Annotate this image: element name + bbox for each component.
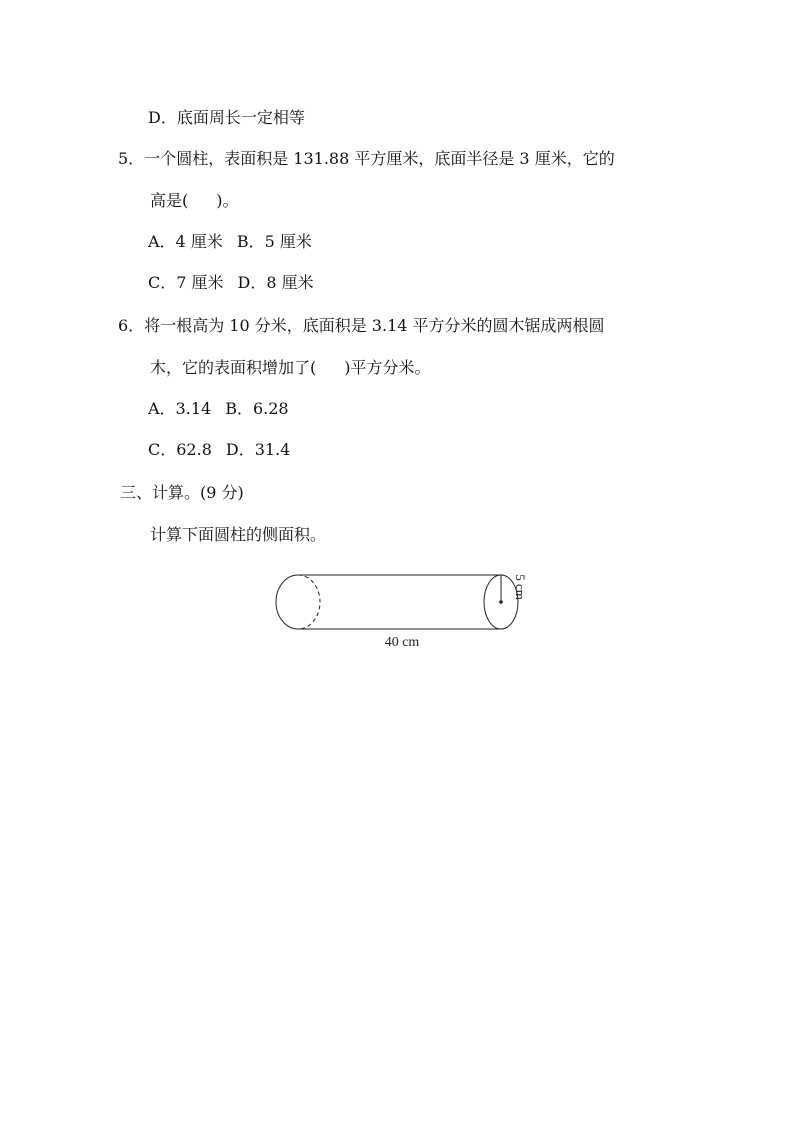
- q5-option-d[interactable]: D．8 厘米: [237, 273, 314, 292]
- q6-stem-text: 将一根高为 10 分米，底面积是 3.14 平方分米的圆木锯成两根圆: [144, 316, 605, 335]
- q5-options-row1: [148, 231, 312, 253]
- q5-option-c[interactable]: C．7 厘米: [148, 273, 224, 292]
- q6-stem-line2: [150, 357, 431, 379]
- q6-options-row2: [148, 439, 290, 461]
- q5-option-b[interactable]: B．5 厘米: [236, 232, 312, 251]
- cylinder-left-end-front: [276, 575, 298, 629]
- q5-options-row2: [148, 272, 314, 294]
- q5-stem-post: )。: [216, 191, 239, 210]
- radius-label: 5 cm: [513, 574, 528, 600]
- q6-options-row1: [148, 398, 289, 420]
- section3-instruction: 计算下面圆柱的侧面积。: [150, 525, 327, 544]
- q5-stem-line1: [118, 148, 615, 170]
- length-label: 40 cm: [384, 635, 420, 650]
- cylinder-left-end-hidden: [298, 575, 320, 629]
- q6-stem-line1: [118, 315, 605, 337]
- cylinder-figure: [268, 563, 530, 655]
- q6-stem-post: )平方分米。: [344, 358, 431, 377]
- q4-option-d: D．底面周长一定相等: [148, 108, 305, 127]
- q5-option-a[interactable]: A．4 厘米: [148, 232, 223, 251]
- section3-heading: 三、计算。(9 分): [120, 483, 244, 502]
- q6-number: 6．: [118, 316, 145, 335]
- q5-number: 5．: [118, 149, 145, 168]
- q5-stem-pre: 高是(: [150, 191, 189, 210]
- q6-stem-pre: 木，它的表面积增加了(: [150, 358, 317, 377]
- q6-option-b[interactable]: B．6.28: [225, 399, 289, 418]
- q6-option-c[interactable]: C．62.8: [148, 440, 212, 459]
- center-point: [499, 600, 503, 604]
- q6-option-a[interactable]: A．3.14: [148, 399, 212, 418]
- q5-stem-text: 一个圆柱，表面积是 131.88 平方厘米，底面半径是 3 厘米，它的: [144, 149, 615, 168]
- q5-stem-line2: [150, 190, 239, 212]
- q6-option-d[interactable]: D．31.4: [225, 440, 291, 459]
